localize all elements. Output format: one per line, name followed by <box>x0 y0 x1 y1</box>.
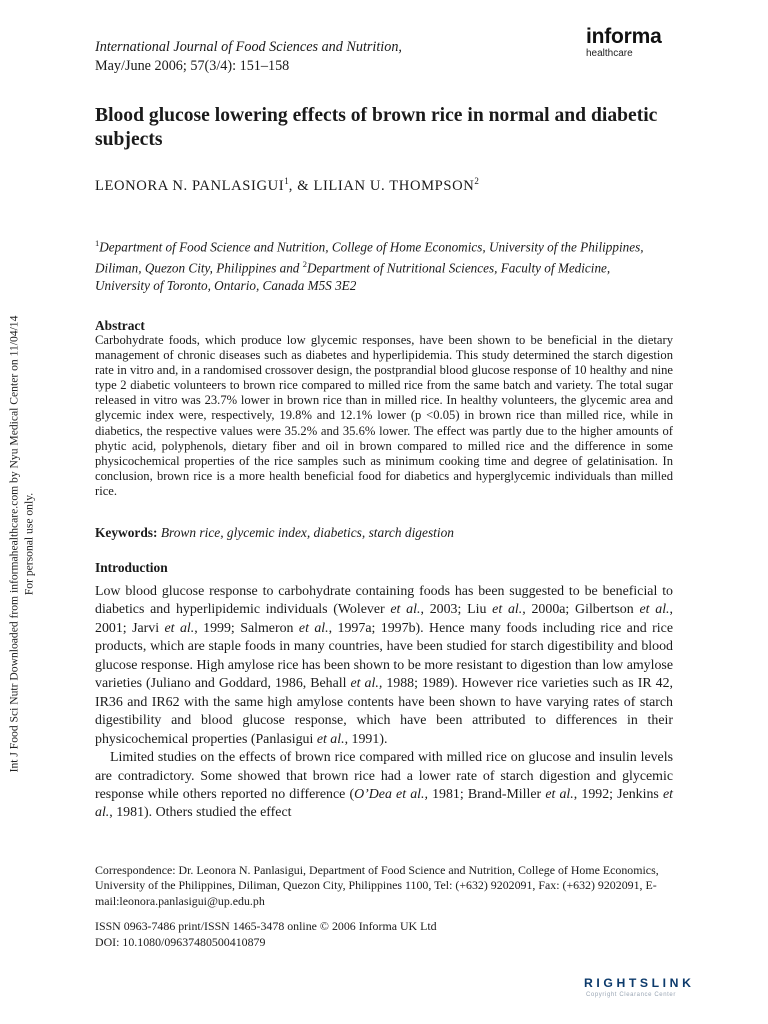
watermark-line: Int J Food Sci Nutr Downloaded from informahealthcare.com by Nyu Medical Center on 11/04/14 <box>7 315 21 773</box>
citation-etal: et al. <box>298 620 329 636</box>
watermark-text <box>8 194 37 894</box>
author-name: LILIAN U. THOMPSON <box>313 177 475 194</box>
publisher-logo <box>586 26 686 59</box>
publisher-name: informa <box>586 25 662 48</box>
text-run: Low blood glucose response to carbohydrate containing foods has been suggested to be beneficial to diabetics and hyperlipidemic individuals (Wolever <box>95 584 673 618</box>
affiliation-mark: 2 <box>474 176 479 186</box>
text-run: , 2003; Liu <box>420 602 493 618</box>
text-run: , 1992; Jenkins <box>573 786 663 802</box>
citation-etal: et al., <box>350 676 383 692</box>
publisher-division: healthcare <box>586 48 633 59</box>
keywords-label: Keywords: <box>95 525 158 540</box>
affiliation-mark: 2 <box>302 258 307 269</box>
text-run: , 2001; Jarvi <box>95 602 674 636</box>
citation-etal: et al. <box>164 620 195 636</box>
paragraph <box>95 749 673 823</box>
journal-name: International Journal of Food Sciences and Nutrition, <box>95 39 402 55</box>
watermark-line: For personal use only. <box>22 492 35 596</box>
journal-issue: May/June 2006; 57(3/4): 151–158 <box>95 58 290 74</box>
citation-etal: O’Dea et al., <box>354 786 428 802</box>
author-name: LEONORA N. PANLASIGUI <box>95 177 285 194</box>
doi-line: DOI: 10.1080/09637480500410879 <box>95 934 266 949</box>
affiliation-text: Department of Food Science and Nutrition, College of Home Economics, University of the Philippines, Diliman, Quezon City, Philippines and <box>95 239 644 276</box>
author-separator: , & <box>288 177 314 194</box>
introduction-heading: Introduction <box>95 560 168 575</box>
citation-etal: et al. <box>545 786 574 802</box>
correspondence: Correspondence: Dr. Leonora N. Panlasigui, Department of Food Science and Nutrition, College of Home Economics, University of the Philippines, Diliman, Quezon City, Philippines 1100, Tel: (+632) 9202091, Fax: (+632) 9202091, E-mail:leonora.panlasigui@up.edu.ph <box>95 863 659 908</box>
text-run: , 2000a; Gilbertson <box>522 602 640 618</box>
journal-citation <box>95 38 565 76</box>
text-run: , 1981). Others studied the effect <box>109 805 292 821</box>
affiliation-text: Department of Nutritional Sciences, Faculty of Medicine, University of Toronto, Ontario, Canada M5S 3E2 <box>95 260 611 293</box>
introduction-body <box>95 583 673 823</box>
text-run: 1988; 1989). However rice varieties such as IR 42, IR36 and IR62 with the same high amylose contents have been shown to have varying rates of starch digestibility and blood glucose response, which have been attributed to differences in their physicochemical properties (Panlasigui <box>95 676 673 747</box>
rightslink-wordmark: RIGHTSLINK <box>584 976 695 990</box>
text-run: Limited studies on the effects of brown rice compared with milled rice on glucose and insulin levels are contradictory. Some showed that brown rice had a lower rate of starch digestion and glycemic response while others reported no difference ( <box>95 750 673 802</box>
author-list <box>95 172 685 195</box>
citation-etal: et al. <box>316 731 345 747</box>
article-title: Blood glucose lowering effects of brown rice in normal and diabetic subjects <box>95 105 658 150</box>
affiliation-mark: 1 <box>284 176 289 186</box>
rightslink-tagline: Copyright Clearance Center <box>586 992 676 998</box>
citation-etal: et al. <box>492 602 523 618</box>
keywords-values: Brown rice, glycemic index, diabetics, starch digestion <box>157 525 454 540</box>
text-run: , 1999; Salmeron <box>194 620 299 636</box>
keywords <box>95 525 673 541</box>
footnote-divider <box>95 850 673 851</box>
abstract-text: Carbohydrate foods, which produce low glycemic responses, have been shown to be beneficial in the dietary management of chronic diseases such as diabetes and hyperlipidemia. This study determined the starch digestion rate in vitro and, in a randomised crossover design, the postprandial blood glucose response of 10 healthy and nine type 2 diabetic volunteers to brown rice compared to milled rice from the same batch and variety. The total sugar released in vitro was 23.7% lower in brown rice than in milled rice. In healthy volunteers, the glycemic area and glycemic index were, respectively, 19.8% and 12.1% lower (p <0.05) in brown rice than milled rice, while in diabetics, the respective values were 35.2% and 35.6% lower. The effect was partly due to the higher amounts of phytic acid, polyphenols, dietary fiber and oil in brown compared to milled rice and the difference in some physicochemical properties of the rice samples such as minimum cooking time and degree of gelatinisation. In conclusion, brown rice is a more health beneficial food for diabetics and hyperglycemic individuals than milled rice. <box>95 333 673 498</box>
rightslink-logo[interactable] <box>584 977 754 1007</box>
spacer <box>95 909 675 919</box>
affiliation-mark: 1 <box>95 238 100 248</box>
citation-etal: et al. <box>639 602 670 618</box>
affiliations <box>95 235 655 295</box>
text-run: , 1997a; 1997b). Hence many foods including rice and rice products, which are staple foods in many countries, have been studied for starch digestibility and blood glucose response. High amylose rice has been shown to be more resistant to digestion than low amylose varieties (Juliano and Goddard, 1986, Behall <box>95 620 673 692</box>
text-run: , 1991). <box>344 731 388 747</box>
paragraph <box>95 583 673 749</box>
citation-etal: et al. <box>390 602 421 618</box>
issn-line: ISSN 0963-7486 print/ISSN 1465-3478 online © 2006 Informa UK Ltd <box>95 919 437 934</box>
text-run: 1981; Brand-Miller <box>427 786 546 802</box>
abstract-heading: Abstract <box>95 318 145 333</box>
citation-etal: et al. <box>95 786 674 821</box>
footnote <box>95 863 675 950</box>
